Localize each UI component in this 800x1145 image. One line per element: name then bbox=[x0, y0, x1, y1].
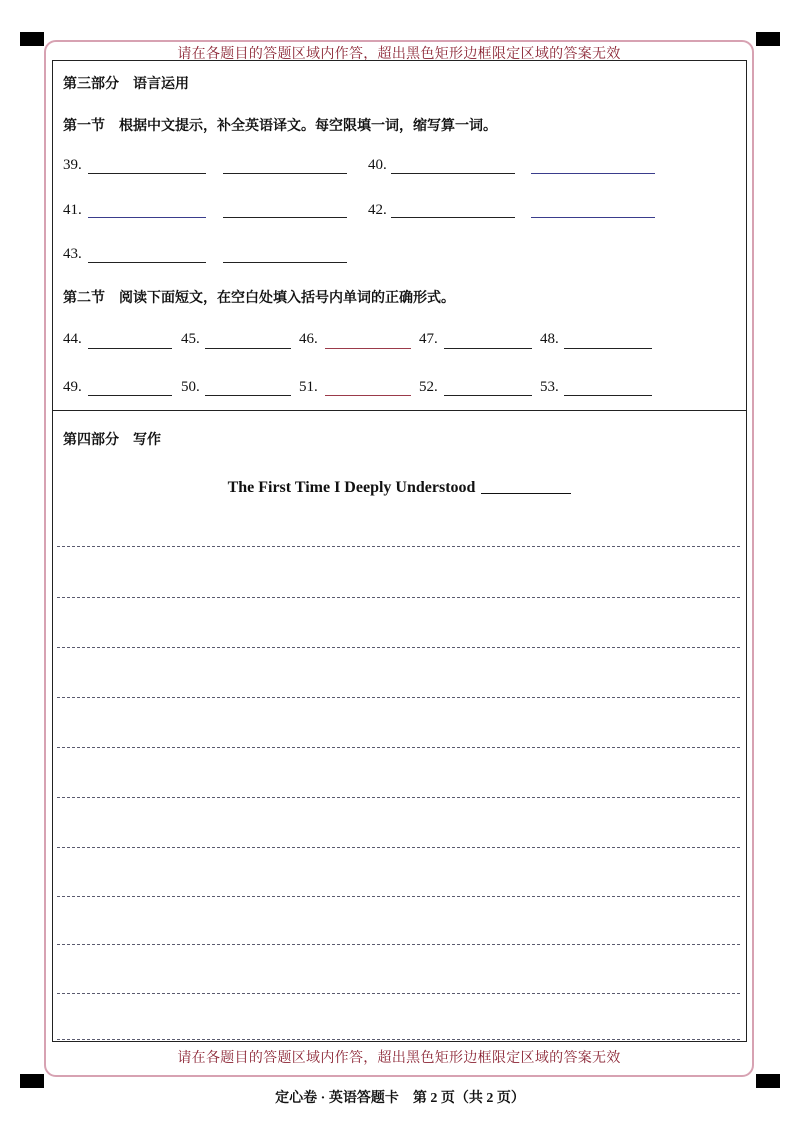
answer-blank-45[interactable] bbox=[205, 348, 291, 349]
section1-heading: 第一节 根据中文提示，补全英语译文。每空限填一词，缩写算一词。 bbox=[63, 118, 497, 134]
writing-line[interactable] bbox=[57, 797, 740, 798]
question-number-51: 51. bbox=[299, 379, 318, 395]
answer-blank-39b[interactable] bbox=[223, 173, 347, 174]
question-number-52: 52. bbox=[419, 379, 438, 395]
answer-blank-47[interactable] bbox=[444, 348, 532, 349]
answer-blank-46[interactable] bbox=[325, 348, 411, 349]
answer-blank-48[interactable] bbox=[564, 348, 652, 349]
top-warning-banner: 请在各题目的答题区域内作答，超出黑色矩形边框限定区域的答案无效 bbox=[177, 47, 621, 62]
question-number-42: 42. bbox=[368, 202, 387, 218]
corner-mark-top-left bbox=[20, 32, 44, 46]
writing-line[interactable] bbox=[57, 847, 740, 848]
question-number-48: 48. bbox=[540, 331, 559, 347]
question-number-49: 49. bbox=[63, 379, 82, 395]
writing-line[interactable] bbox=[57, 1039, 740, 1040]
answer-blank-41a[interactable] bbox=[88, 217, 206, 218]
question-number-53: 53. bbox=[540, 379, 559, 395]
answer-blank-41b[interactable] bbox=[223, 217, 347, 218]
question-number-47: 47. bbox=[419, 331, 438, 347]
answer-box bbox=[52, 60, 747, 1042]
question-number-46: 46. bbox=[299, 331, 318, 347]
section-divider bbox=[53, 410, 746, 411]
writing-line[interactable] bbox=[57, 747, 740, 748]
answer-blank-49[interactable] bbox=[88, 395, 172, 396]
answer-blank-43b[interactable] bbox=[223, 262, 347, 263]
question-number-39: 39. bbox=[63, 157, 82, 173]
question-number-45: 45. bbox=[181, 331, 200, 347]
writing-line[interactable] bbox=[57, 597, 740, 598]
writing-line[interactable] bbox=[57, 944, 740, 945]
answer-blank-42b[interactable] bbox=[531, 217, 655, 218]
answer-blank-43a[interactable] bbox=[88, 262, 206, 263]
question-number-50: 50. bbox=[181, 379, 200, 395]
answer-blank-39a[interactable] bbox=[88, 173, 206, 174]
answer-blank-52[interactable] bbox=[444, 395, 532, 396]
question-number-43: 43. bbox=[63, 246, 82, 262]
corner-mark-bottom-right bbox=[756, 1074, 780, 1088]
essay-title-text: The First Time I Deeply Understood bbox=[227, 479, 476, 496]
page-footer: 定心卷 · 英语答题卡 第 2 页（共 2 页） bbox=[275, 1091, 525, 1106]
answer-blank-40b[interactable] bbox=[531, 173, 655, 174]
essay-title-blank[interactable] bbox=[481, 493, 571, 494]
part4-title: 第四部分 写作 bbox=[63, 432, 161, 448]
answer-blank-53[interactable] bbox=[564, 395, 652, 396]
answer-blank-51[interactable] bbox=[325, 395, 411, 396]
answer-blank-42a[interactable] bbox=[391, 217, 515, 218]
question-number-44: 44. bbox=[63, 331, 82, 347]
answer-blank-50[interactable] bbox=[205, 395, 291, 396]
writing-line[interactable] bbox=[57, 546, 740, 547]
writing-line[interactable] bbox=[57, 896, 740, 897]
section2-heading: 第二节 阅读下面短文，在空白处填入括号内单词的正确形式。 bbox=[63, 290, 455, 306]
answer-blank-40a[interactable] bbox=[391, 173, 515, 174]
writing-line[interactable] bbox=[57, 993, 740, 994]
bottom-warning-banner: 请在各题目的答题区域内作答，超出黑色矩形边框限定区域的答案无效 bbox=[177, 1051, 621, 1066]
corner-mark-top-right bbox=[756, 32, 780, 46]
corner-mark-bottom-left bbox=[20, 1074, 44, 1088]
part3-title: 第三部分 语言运用 bbox=[63, 76, 189, 92]
writing-line[interactable] bbox=[57, 647, 740, 648]
question-number-40: 40. bbox=[368, 157, 387, 173]
question-number-41: 41. bbox=[63, 202, 82, 218]
essay-title bbox=[53, 479, 746, 497]
writing-line[interactable] bbox=[57, 697, 740, 698]
answer-blank-44[interactable] bbox=[88, 348, 172, 349]
